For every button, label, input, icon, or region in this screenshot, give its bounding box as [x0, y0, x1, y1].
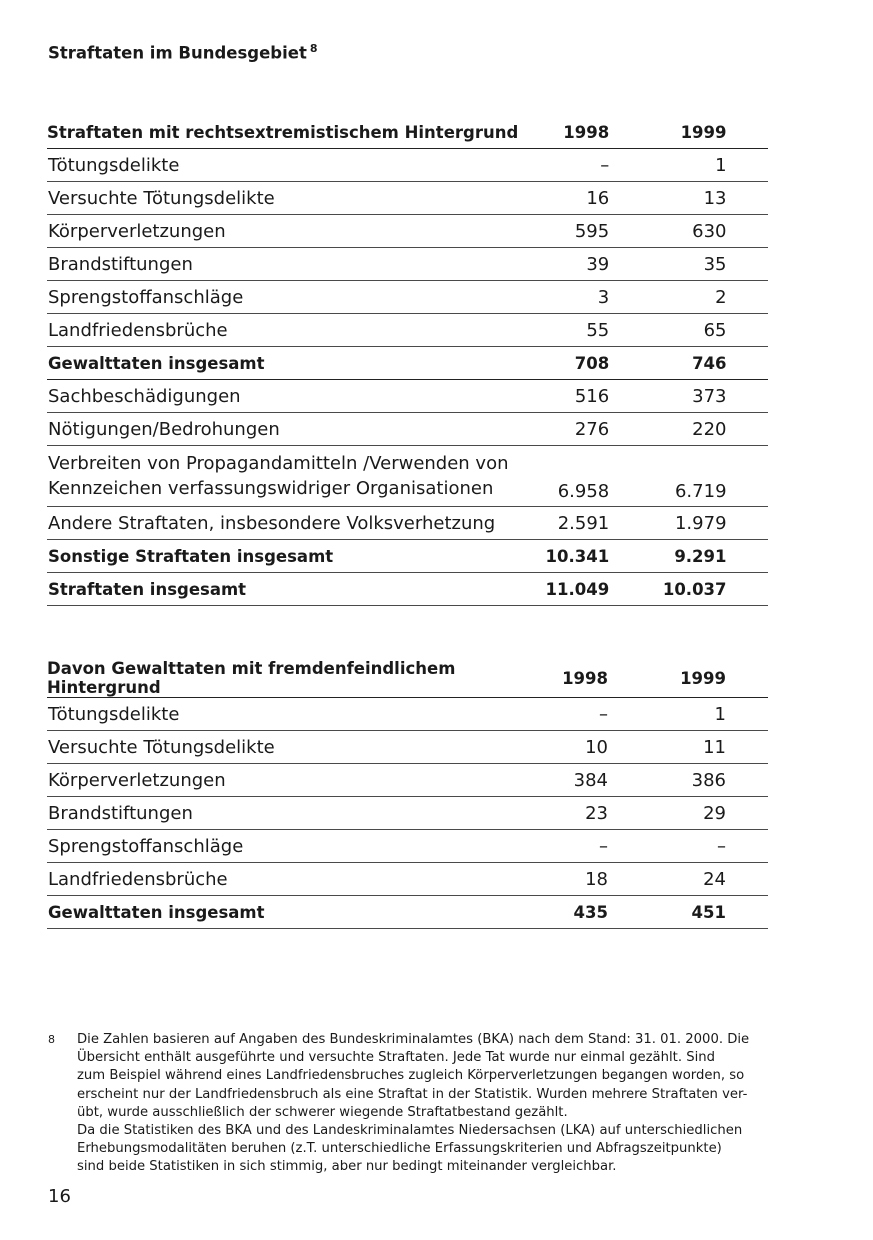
value-1998: –: [546, 149, 610, 182]
value-1999: 65: [609, 314, 726, 347]
footnote-line: Die Zahlen basieren auf Angaben des Bundeskriminalamtes (BKA) nach dem Stand: 31. 01. 2000. Die: [77, 1032, 750, 1047]
row-label: Andere Straftaten, insbesondere Volksverhetzung: [47, 507, 546, 540]
table-row: [47, 764, 768, 797]
subtotal-row: [47, 347, 768, 380]
value-1999: 1.979: [609, 507, 726, 540]
row-label: Sonstige Straftaten insgesamt: [47, 540, 546, 573]
subtotal-row: [47, 540, 768, 573]
spacer-cell: [726, 764, 768, 797]
spacer-cell: [727, 540, 768, 573]
row-label: Sprengstoffanschläge: [47, 281, 546, 314]
value-1999: 630: [609, 215, 726, 248]
table-row: [47, 863, 768, 896]
row-label: Nötigungen/Bedrohungen: [47, 413, 546, 446]
value-1998: 10: [549, 731, 608, 764]
row-label: Tötungsdelikte: [47, 698, 549, 731]
value-1998: 595: [546, 215, 610, 248]
value-1998: 16: [546, 182, 610, 215]
spacer-cell: [727, 149, 768, 182]
value-1998: 3: [546, 281, 610, 314]
spacer-cell: [727, 573, 768, 606]
column-header-category: Davon Gewalttaten mit fremdenfeindlichem Hintergrund: [47, 659, 549, 698]
value-1999: 9.291: [609, 540, 726, 573]
value-1998: –: [549, 698, 608, 731]
footnote-reference: 8: [309, 42, 318, 55]
row-label: Landfriedensbrüche: [47, 863, 549, 896]
spacer-cell: [727, 215, 768, 248]
value-1999: 11: [608, 731, 726, 764]
row-label: Brandstiftungen: [47, 797, 549, 830]
table-row: [47, 731, 768, 764]
row-label: Körperverletzungen: [47, 215, 546, 248]
page-heading: [48, 42, 318, 63]
column-header-1999: 1999: [609, 116, 726, 149]
table-row: [47, 215, 768, 248]
row-label: Sachbeschädigungen: [47, 380, 546, 413]
value-1999: 29: [608, 797, 726, 830]
spacer-cell: [726, 659, 768, 698]
total-row: [47, 573, 768, 606]
heading-title: Straftaten im Bundesgebiet: [48, 43, 307, 63]
value-1999: 746: [609, 347, 726, 380]
value-1999: 24: [608, 863, 726, 896]
value-1999: 220: [609, 413, 726, 446]
footnote-paragraph: [77, 1122, 773, 1177]
row-label: Gewalttaten insgesamt: [47, 896, 549, 929]
table-row: [47, 182, 768, 215]
spacer-cell: [726, 731, 768, 764]
value-1998: 276: [546, 413, 610, 446]
spacer-cell: [727, 446, 768, 507]
value-1998: 708: [546, 347, 610, 380]
row-label: Sprengstoffanschläge: [47, 830, 549, 863]
spacer-cell: [727, 116, 768, 149]
spacer-cell: [726, 797, 768, 830]
value-1998: 516: [546, 380, 610, 413]
footnote-line: übt, wurde ausschließlich der schwerer wiegende Straftatbestand gezählt.: [77, 1104, 568, 1120]
row-label: Gewalttaten insgesamt: [47, 347, 546, 380]
value-1998: 10.341: [546, 540, 610, 573]
row-label: Tötungsdelikte: [47, 149, 546, 182]
value-1998: 18: [549, 863, 608, 896]
value-1998: 2.591: [546, 507, 610, 540]
value-1999: 13: [609, 182, 726, 215]
table-row: [47, 314, 768, 347]
table-row: [47, 830, 768, 863]
row-label: [47, 446, 546, 507]
row-label: Brandstiftungen: [47, 248, 546, 281]
footnote-line: zum Beispiel während eines Landfriedensbruches zugleich Körperverletzungen begangen worden, so: [77, 1068, 745, 1084]
table-row: [47, 149, 768, 182]
value-1999: 1: [609, 149, 726, 182]
value-1998: 23: [549, 797, 608, 830]
spacer-cell: [727, 347, 768, 380]
spacer-cell: [726, 830, 768, 863]
value-1998: 435: [549, 896, 608, 929]
spacer-cell: [726, 896, 768, 929]
table-header-row: [47, 116, 768, 149]
value-1998: –: [549, 830, 608, 863]
spacer-cell: [726, 863, 768, 896]
xenophobic-violence-table: [47, 659, 768, 929]
page-number: 16: [48, 1186, 71, 1207]
column-header-1998: 1998: [549, 659, 608, 698]
table-row: [47, 797, 768, 830]
table-row: [47, 248, 768, 281]
total-row: [47, 896, 768, 929]
value-1998: 55: [546, 314, 610, 347]
row-label-line: Verbreiten von Propagandamitteln /Verwenden von: [48, 453, 509, 474]
spacer-cell: [727, 281, 768, 314]
value-1998: 39: [546, 248, 610, 281]
table-row: [47, 281, 768, 314]
value-1999: 10.037: [609, 573, 726, 606]
table-row: [47, 698, 768, 731]
value-1999: 2: [609, 281, 726, 314]
table-row: [47, 446, 768, 507]
table-header-row: [47, 659, 768, 698]
row-label: Körperverletzungen: [47, 764, 549, 797]
spacer-cell: [727, 248, 768, 281]
value-1999: 451: [608, 896, 726, 929]
column-header-category: Straftaten mit rechtsextremistischem Hintergrund: [47, 116, 546, 149]
value-1999: 35: [609, 248, 726, 281]
row-label-line: Kennzeichen verfassungswidriger Organisationen: [48, 478, 494, 499]
row-label: Landfriedensbrüche: [47, 314, 546, 347]
table-row: [47, 507, 768, 540]
value-1998: 11.049: [546, 573, 610, 606]
footnote-line: erscheint nur der Landfriedensbruch als eine Straftat in der Statistik. Wurden mehrere Straftaten ver-: [77, 1086, 748, 1102]
right-extremist-offenses-table: [47, 116, 768, 606]
footnote-text: [77, 1031, 773, 1177]
value-1999: 386: [608, 764, 726, 797]
column-header-1998: 1998: [546, 116, 610, 149]
footnote: [48, 1031, 773, 1177]
footnote-line: Da die Statistiken des BKA und des Landeskriminalamtes Niedersachsen (LKA) auf unterschiedlichen: [77, 1123, 743, 1139]
spacer-cell: [727, 413, 768, 446]
spacer-cell: [727, 314, 768, 347]
footnote-marker: 8: [48, 1033, 55, 1046]
table-row: [47, 380, 768, 413]
value-1999: –: [608, 830, 726, 863]
footnote-line: sind beide Statistiken in sich stimmig, aber nur bedingt miteinander vergleichbar.: [77, 1159, 617, 1175]
row-label: Versuchte Tötungsdelikte: [47, 731, 549, 764]
value-1999: 1: [608, 698, 726, 731]
spacer-cell: [727, 507, 768, 540]
table-row: [47, 413, 768, 446]
value-1999: 373: [609, 380, 726, 413]
footnote-line: Übersicht enthält ausgeführte und versuchte Straftaten. Jede Tat wurde nur einmal gezählt. Sind: [77, 1050, 715, 1066]
value-1999: 6.719: [609, 446, 726, 507]
spacer-cell: [727, 182, 768, 215]
row-label: Straftaten insgesamt: [47, 573, 546, 606]
value-1998: 6.958: [546, 446, 610, 507]
spacer-cell: [726, 698, 768, 731]
footnote-paragraph: [77, 1031, 773, 1122]
spacer-cell: [727, 380, 768, 413]
footnote-line: Erhebungsmodalitäten beruhen (z.T. unterschiedliche Erfassungskriterien und Abfragszeitpunkte): [77, 1141, 722, 1157]
row-label: Versuchte Tötungsdelikte: [47, 182, 546, 215]
value-1998: 384: [549, 764, 608, 797]
column-header-1999: 1999: [608, 659, 726, 698]
